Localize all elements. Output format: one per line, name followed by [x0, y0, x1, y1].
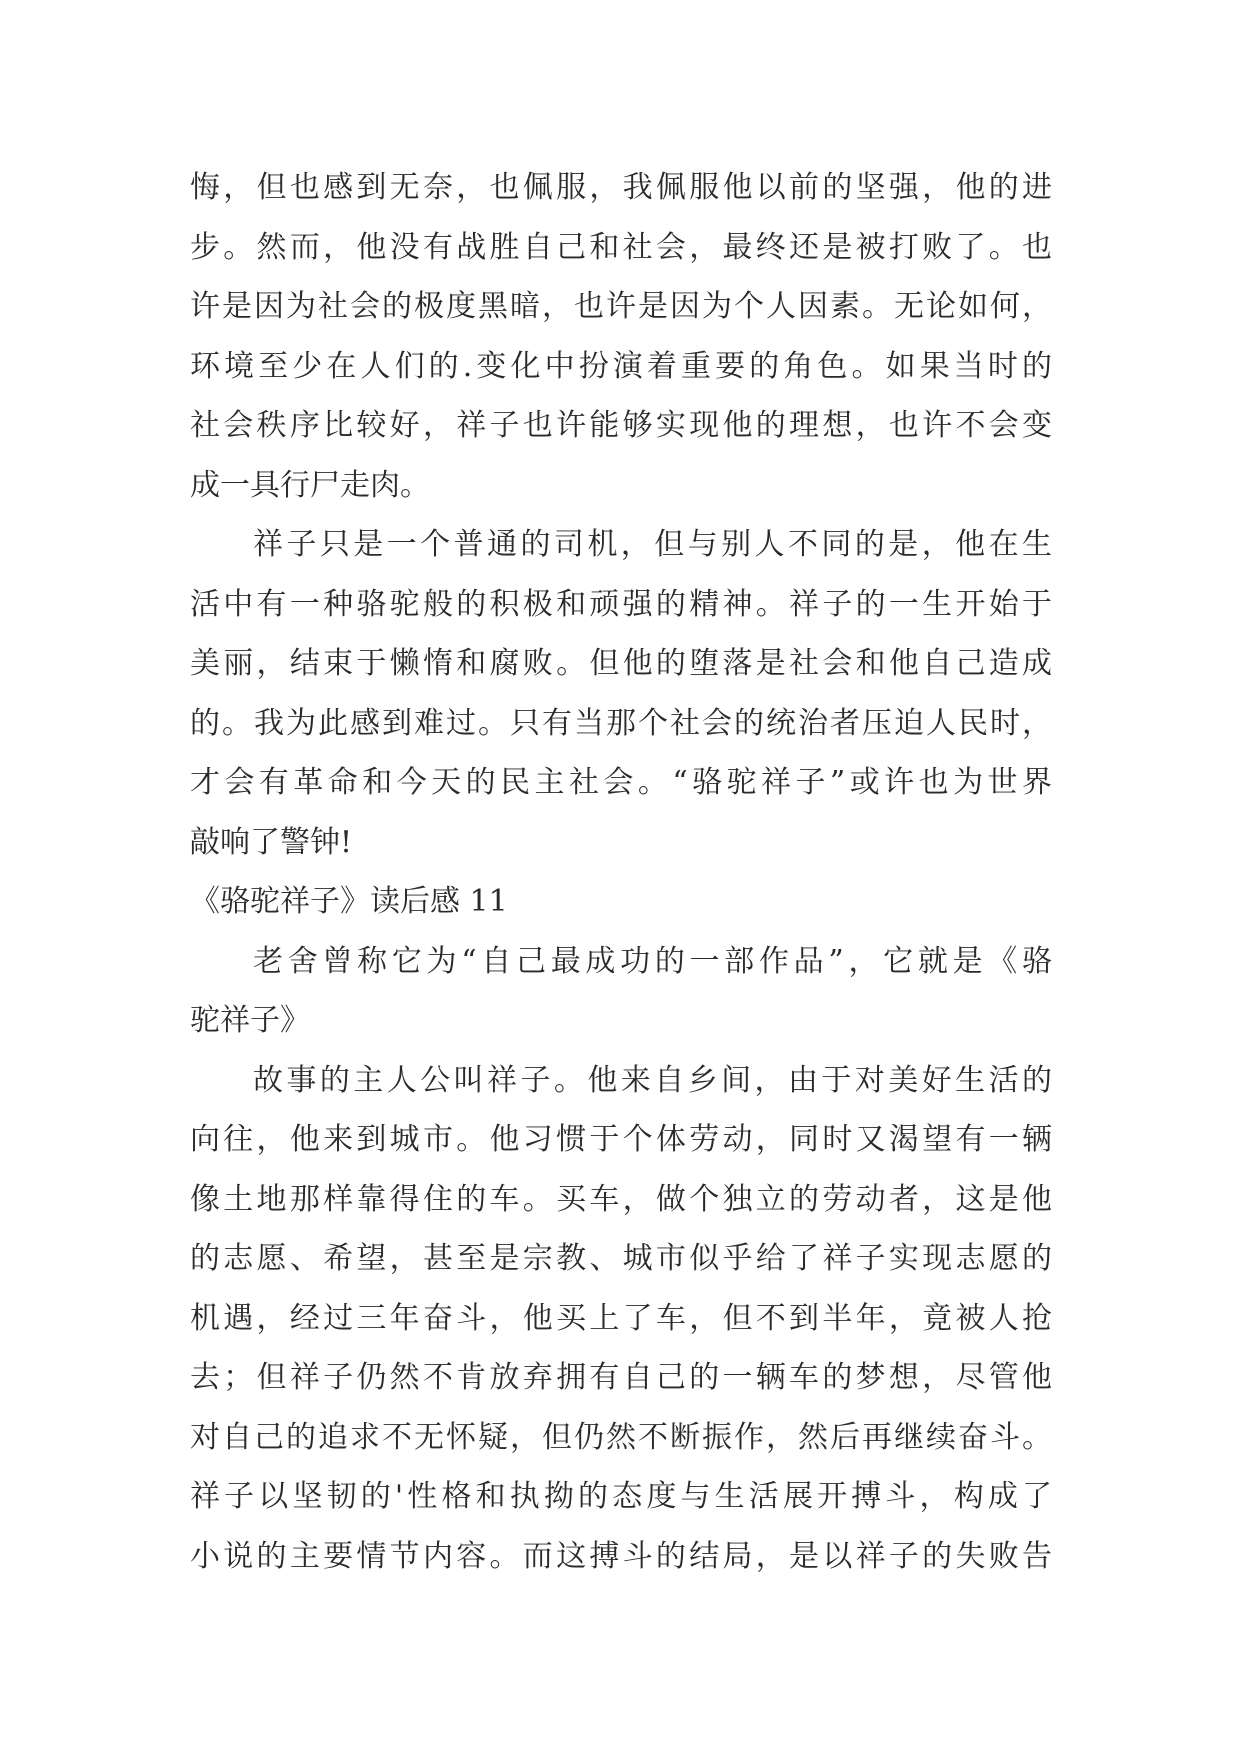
section-heading: 《骆驼祥子》读后感 11 — [190, 884, 508, 919]
text-line: 向往，他来到城市。他习惯于个体劳动，同时又渴望有一辆 — [190, 1122, 1052, 1157]
text-line: 故事的主人公叫祥子。他来自乡间，由于对美好生活的 — [253, 1062, 1052, 1098]
text-line: 环境至少在人们的.变化中扮演着重要的角色。如果当时的 — [190, 348, 1052, 384]
text-line: 成一具行尸走肉。 — [190, 467, 430, 503]
text-line: 驼祥子》 — [190, 1003, 310, 1038]
text-line: 美丽，结束于懒惰和腐败。但他的堕落是社会和他自己造成 — [190, 646, 1052, 681]
document-page — [190, 158, 1052, 1586]
text-line: 步。然而，他没有战胜自己和社会，最终还是被打败了。也 — [190, 229, 1052, 265]
text-line: 对自己的追求不无怀疑，但仍然不断振作，然后再继续奋斗。 — [190, 1419, 1052, 1455]
text-line: 敲响了警钟! — [190, 824, 353, 860]
text-line: 才会有革命和今天的民主社会。“骆驼祥子”或许也为世界 — [190, 765, 1052, 800]
text-line: 的。我为此感到难过。只有当那个社会的统治者压迫人民时， — [190, 705, 1052, 741]
text-line: 去；但祥子仍然不肯放弃拥有自己的一辆车的梦想，尽管他 — [190, 1360, 1052, 1395]
text-line: 社会秩序比较好，祥子也许能够实现他的理想，也许不会变 — [190, 408, 1052, 443]
text-line: 小说的主要情节内容。而这搏斗的结局，是以祥子的失败告 — [190, 1538, 1052, 1574]
text-line: 祥子以坚韧的'性格和执拗的态度与生活展开搏斗，构成了 — [190, 1479, 1052, 1514]
text-line: 祥子只是一个普通的司机，但与别人不同的是，他在生 — [253, 527, 1052, 562]
text-line: 像土地那样靠得住的车。买车，做个独立的劳动者，这是他 — [190, 1181, 1052, 1217]
text-line: 机遇，经过三年奋斗，他买上了车，但不到半年，竟被人抢 — [190, 1300, 1052, 1336]
text-line: 悔，但也感到无奈，也佩服，我佩服他以前的坚强，他的进 — [190, 170, 1052, 205]
text-line: 老舍曾称它为“自己最成功的一部作品”，它就是《骆 — [253, 943, 1052, 979]
text-line: 许是因为社会的极度黑暗，也许是因为个人因素。无论如何， — [190, 289, 1052, 324]
text-line: 的志愿、希望，甚至是宗教、城市似乎给了祥子实现志愿的 — [190, 1241, 1052, 1276]
text-line: 活中有一种骆驼般的积极和顽强的精神。祥子的一生开始于 — [190, 586, 1052, 622]
